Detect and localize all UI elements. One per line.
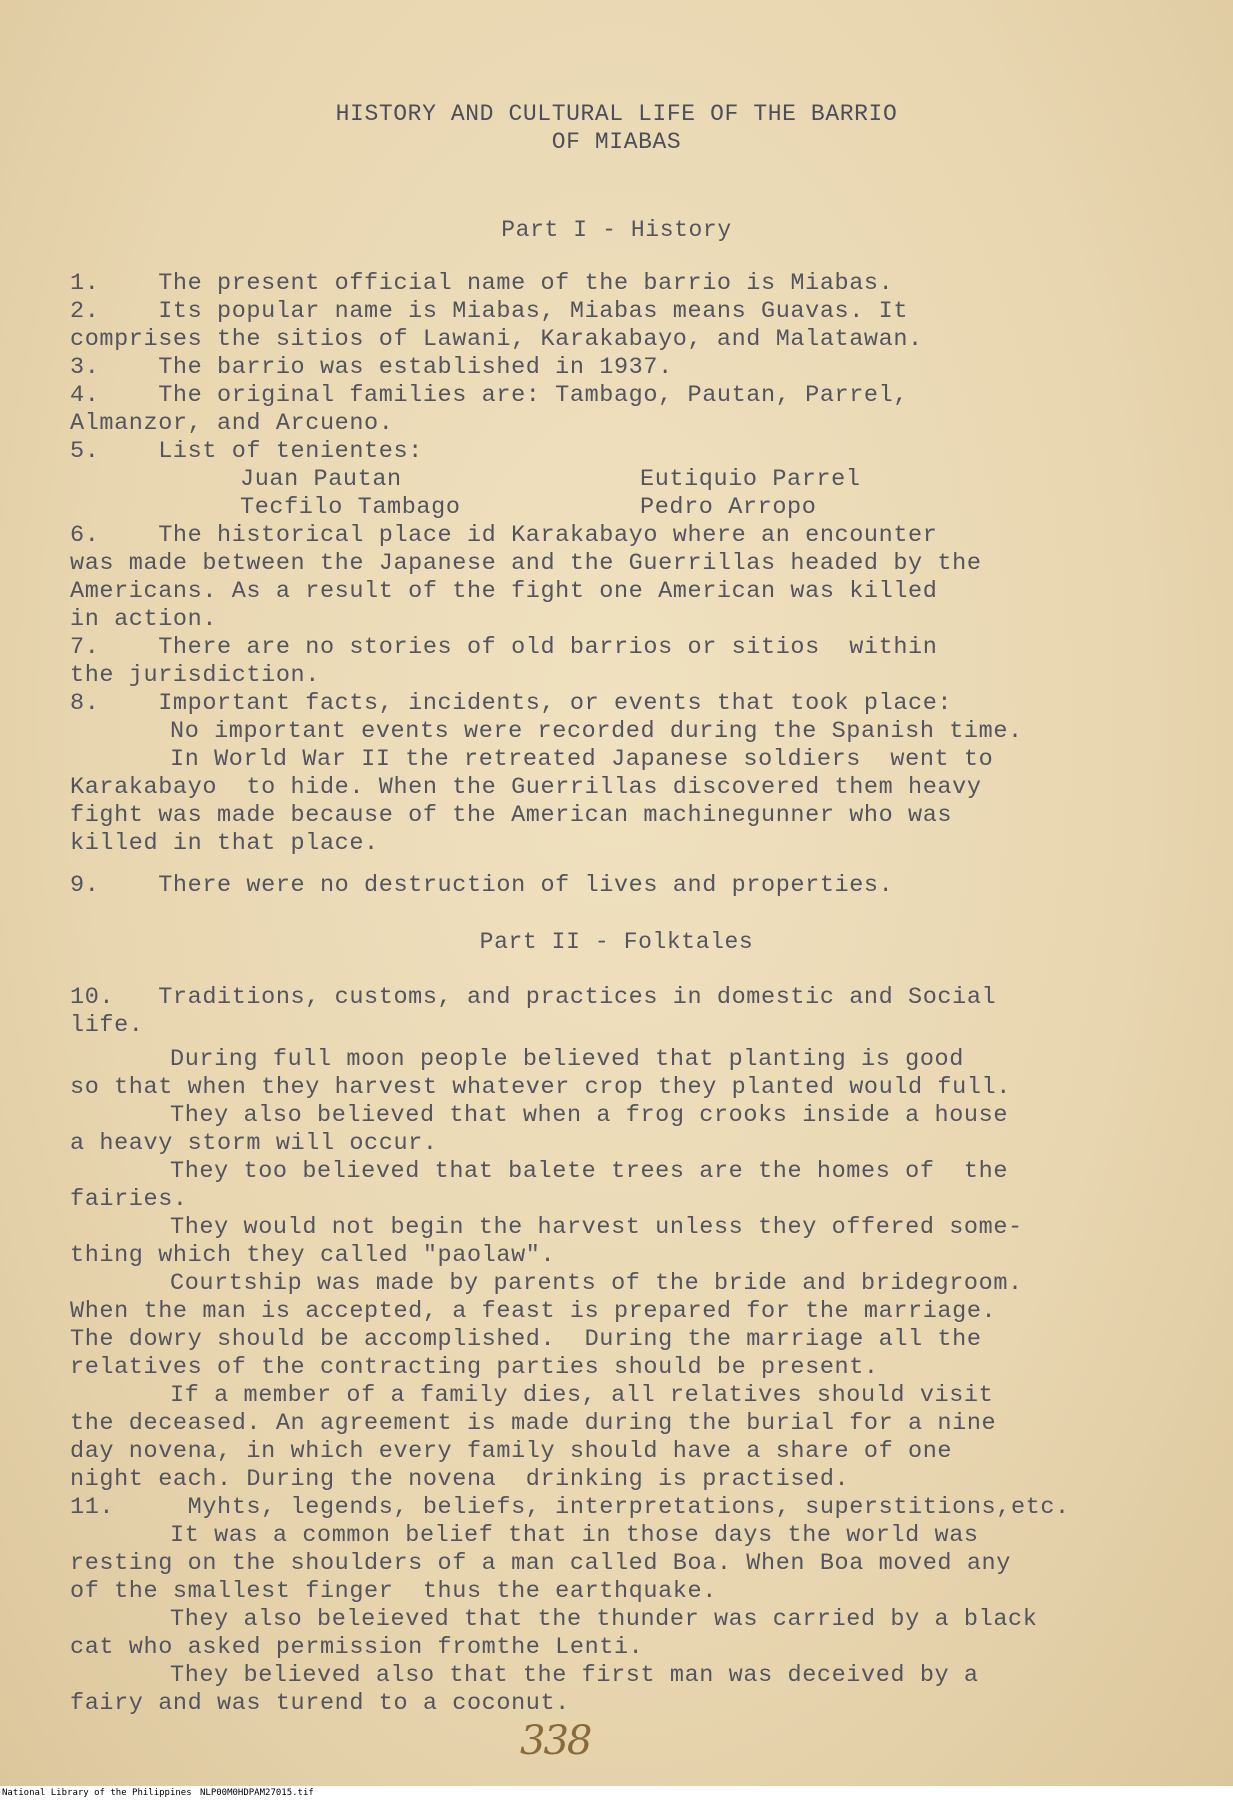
para-death-line3: day novena, in which every family should have a share of one	[70, 1438, 953, 1465]
footer-library-name: National Library of the Philippines	[2, 1788, 192, 1798]
para-balete-line1: They too believed that balete trees are the homes of the	[170, 1158, 1009, 1185]
item-8-line4: Karakabayo to hide. When the Guerrillas discovered them heavy	[70, 774, 982, 801]
para-boa-line1: It was a common belief that in those days the world was	[170, 1522, 979, 1549]
teniente-3: Eutiquio Parrel	[640, 466, 861, 493]
item-6-line2: was made between the Japanese and the Guerrillas headed by the	[70, 550, 982, 577]
item-3: 3. The barrio was established in 1937.	[70, 354, 673, 381]
para-boa-line3: of the smallest finger thus the earthquake.	[70, 1578, 717, 1605]
para-courtship-line4: relatives of the contracting parties should be present.	[70, 1354, 879, 1381]
scan-footer	[0, 1786, 1233, 1800]
footer-file-name: NLP00M0HDPAM27015.tif	[200, 1788, 314, 1798]
para-courtship-line1: Courtship was made by parents of the bride and bridegroom.	[170, 1270, 1023, 1297]
item-6-line4: in action.	[70, 606, 218, 633]
item-6-line1: 6. The historical place id Karakabayo where an encounter	[70, 522, 938, 549]
item-8-line5: fight was made because of the American machinegunner who was	[70, 802, 953, 829]
item-10-line2: life.	[70, 1012, 144, 1039]
item-4-line2: Almanzor, and Arcueno.	[70, 410, 394, 437]
item-2-line1: 2. Its popular name is Miabas, Miabas means Guavas. It	[70, 298, 909, 325]
item-2-line2: comprises the sitios of Lawani, Karakabayo, and Malatawan.	[70, 326, 923, 353]
item-7-line1: 7. There are no stories of old barrios or sitios within	[70, 634, 938, 661]
para-frog-line2: a heavy storm will occur.	[70, 1130, 438, 1157]
item-8-line2: No important events were recorded during the Spanish time.	[170, 718, 1023, 745]
part1-heading: Part I - History	[501, 217, 732, 243]
para-boa-line2: resting on the shoulders of a man called Boa. When Boa moved any	[70, 1550, 1011, 1577]
item-8-line6: killed in that place.	[70, 830, 379, 857]
item-9: 9. There were no destruction of lives and properties.	[70, 872, 894, 899]
para-death-line4: night each. During the novena drinking is practised.	[70, 1466, 850, 1493]
para-thunder-line2: cat who asked permission fromthe Lenti.	[70, 1634, 644, 1661]
item-10-line1: 10. Traditions, customs, and practices in domestic and Social	[70, 984, 997, 1011]
document-title-line2: OF MIABAS	[551, 129, 682, 155]
para-courtship-line2: When the man is accepted, a feast is prepared for the marriage.	[70, 1298, 997, 1325]
para-courtship-line3: The dowry should be accomplished. During the marriage all the	[70, 1326, 982, 1353]
handwritten-page-number: 338	[520, 1718, 591, 1764]
item-7-line2: the jurisdiction.	[70, 662, 320, 689]
para-coconut-line2: fairy and was turend to a coconut.	[70, 1690, 570, 1717]
para-fullmoon-line2: so that when they harvest whatever crop they planted would full.	[70, 1074, 1011, 1101]
para-death-line1: If a member of a family dies, all relatives should visit	[170, 1382, 994, 1409]
part2-heading: Part II - Folktales	[479, 929, 754, 955]
item-6-line3: Americans. As a result of the fight one American was killed	[70, 578, 938, 605]
document-title-line1: HISTORY AND CULTURAL LIFE OF THE BARRIO	[335, 101, 898, 127]
para-fullmoon-line1: During full moon people believed that planting is good	[170, 1046, 964, 1073]
para-harvest-line1: They would not begin the harvest unless they offered some-	[170, 1214, 1023, 1241]
item-4-line1: 4. The original families are: Tambago, Pautan, Parrel,	[70, 382, 909, 409]
item-5: 5. List of tenientes:	[70, 438, 423, 465]
para-coconut-line1: They believed also that the first man was deceived by a	[170, 1662, 979, 1689]
para-thunder-line1: They also beleieved that the thunder was carried by a black	[170, 1606, 1038, 1633]
item-1: 1. The present official name of the barrio is Miabas.	[70, 270, 894, 297]
para-harvest-line2: thing which they called "paolaw".	[70, 1242, 556, 1269]
teniente-2: Tecfilo Tambago	[240, 494, 461, 521]
item-11: 11. Myhts, legends, beliefs, interpretations, superstitions,etc.	[70, 1494, 1070, 1521]
para-balete-line2: fairies.	[70, 1186, 188, 1213]
teniente-1: Juan Pautan	[240, 466, 402, 493]
teniente-4: Pedro Arropo	[640, 494, 817, 521]
para-frog-line1: They also believed that when a frog crooks inside a house	[170, 1102, 1009, 1129]
item-8-line3: In World War II the retreated Japanese soldiers went to	[170, 746, 994, 773]
para-death-line2: the deceased. An agreement is made during the burial for a nine	[70, 1410, 997, 1437]
item-8-line1: 8. Important facts, incidents, or events that took place:	[70, 690, 953, 717]
